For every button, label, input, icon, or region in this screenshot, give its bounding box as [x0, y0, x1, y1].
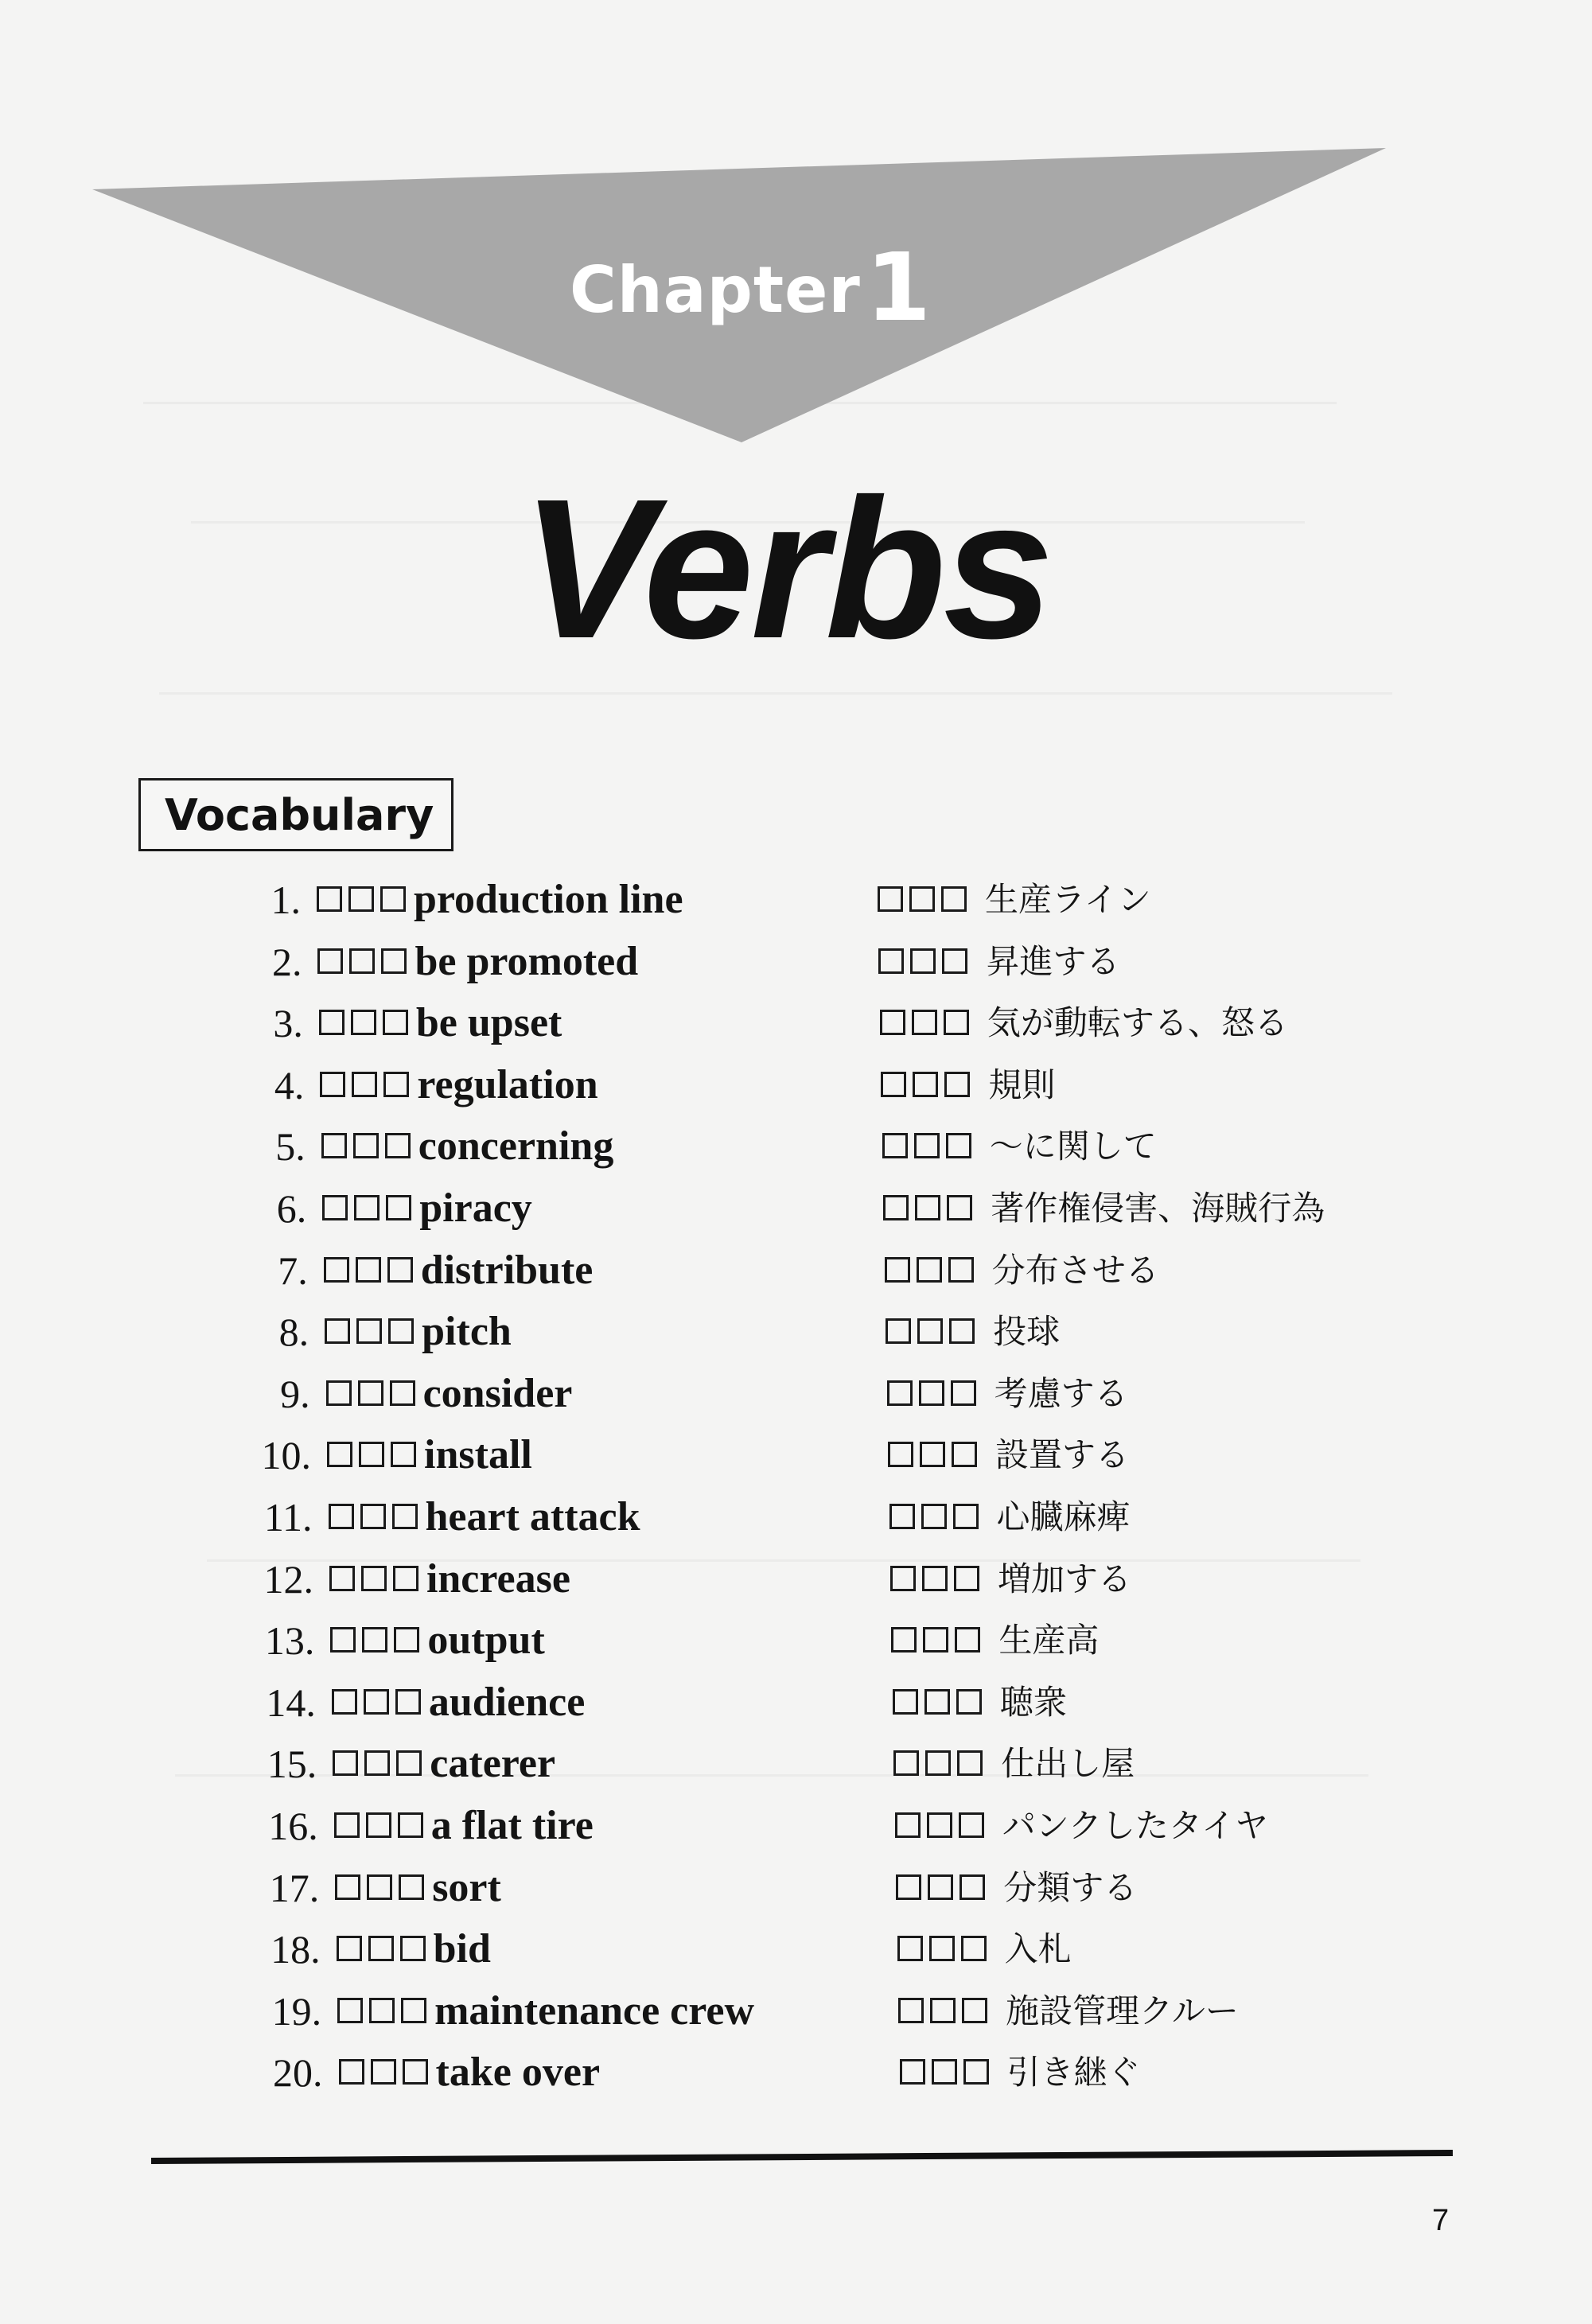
checkbox[interactable]	[364, 1689, 389, 1715]
checkbox[interactable]	[888, 1442, 913, 1467]
checkbox[interactable]	[880, 1010, 905, 1035]
checkbox[interactable]	[387, 1257, 413, 1283]
japanese-checkbox-group	[900, 2059, 989, 2088]
vocabulary-row	[217, 995, 1570, 1051]
japanese-checkbox-group	[878, 948, 967, 977]
checkbox[interactable]	[386, 1195, 411, 1220]
english-checkbox-group	[329, 1504, 418, 1532]
checkbox[interactable]	[932, 2059, 957, 2085]
checkbox[interactable]	[917, 1257, 942, 1283]
english-term: concerning	[418, 1123, 614, 1170]
vocabulary-row	[216, 934, 1568, 990]
checkbox[interactable]	[348, 886, 374, 912]
checkbox[interactable]	[334, 1812, 360, 1838]
checkbox[interactable]	[381, 948, 407, 974]
chapter-title: Verbs	[521, 457, 1051, 679]
checkbox[interactable]	[944, 1072, 970, 1097]
checkbox[interactable]	[380, 886, 406, 912]
english-checkbox-group	[326, 1380, 415, 1409]
checkbox[interactable]	[886, 1318, 911, 1344]
checkbox[interactable]	[392, 1504, 418, 1529]
checkbox[interactable]	[369, 1998, 395, 2023]
english-term: maintenance crew	[434, 1987, 755, 2034]
english-term: be upset	[415, 1000, 562, 1046]
japanese-meaning: 入札	[1004, 1929, 1072, 1969]
english-term: piracy	[419, 1185, 532, 1231]
english-checkbox-group	[320, 1072, 409, 1100]
checkbox[interactable]	[920, 1442, 945, 1467]
vocabulary-row	[228, 1613, 1581, 1668]
japanese-meaning: 心臓麻痺	[996, 1497, 1131, 1536]
english-checkbox-group	[319, 1010, 408, 1038]
japanese-meaning: 設置する	[995, 1435, 1130, 1475]
checkbox[interactable]	[321, 1133, 347, 1158]
checkbox[interactable]	[324, 1257, 349, 1283]
japanese-checkbox-group	[882, 1133, 971, 1162]
checkbox[interactable]	[961, 1936, 987, 1961]
vocabulary-heading: Vocabulary	[165, 790, 434, 840]
checkbox[interactable]	[949, 1318, 975, 1344]
checkbox[interactable]	[942, 948, 967, 974]
checkbox[interactable]	[354, 1195, 380, 1220]
checkbox[interactable]	[921, 1504, 947, 1529]
checkbox[interactable]	[915, 1195, 940, 1220]
chapter-label: Chapter	[570, 253, 861, 327]
item-number: 19.	[271, 1988, 322, 2034]
japanese-meaning: ～に関して	[989, 1127, 1157, 1166]
checkbox[interactable]	[359, 1442, 384, 1467]
japanese-meaning: 聴衆	[999, 1682, 1067, 1722]
checkbox[interactable]	[339, 2059, 364, 2085]
japanese-meaning: 仕出し屋	[1001, 1744, 1135, 1784]
checkbox[interactable]	[333, 1750, 358, 1776]
checkbox[interactable]	[394, 1627, 419, 1652]
item-number: 6.	[276, 1186, 307, 1231]
checkbox[interactable]	[320, 1072, 345, 1097]
japanese-checkbox-group	[896, 1874, 985, 1903]
japanese-checkbox-group	[897, 1936, 987, 1964]
checkbox[interactable]	[367, 1874, 392, 1900]
item-number: 12.	[263, 1556, 313, 1602]
checkbox[interactable]	[351, 1010, 376, 1035]
item-number: 11.	[263, 1495, 313, 1540]
vocabulary-row	[222, 1243, 1574, 1298]
checkbox[interactable]	[329, 1504, 354, 1529]
item-number: 8.	[278, 1310, 309, 1355]
checkbox[interactable]	[881, 1072, 906, 1097]
checkbox[interactable]	[330, 1627, 356, 1652]
english-term: pitch	[422, 1309, 512, 1355]
japanese-meaning: 引き継ぐ	[1006, 2053, 1141, 2092]
checkbox[interactable]	[322, 1195, 348, 1220]
checkbox[interactable]	[952, 1442, 977, 1467]
bottom-rule	[151, 2150, 1453, 2164]
checkbox[interactable]	[360, 1504, 386, 1529]
japanese-meaning: 著作権侵害、海賊行為	[991, 1189, 1325, 1228]
japanese-checkbox-group	[890, 1566, 979, 1594]
english-term: caterer	[430, 1741, 556, 1787]
english-checkbox-group	[329, 1566, 418, 1594]
checkbox[interactable]	[962, 1998, 987, 2023]
english-term: regulation	[417, 1061, 598, 1108]
checkbox[interactable]	[895, 1812, 921, 1838]
item-number: 14.	[266, 1680, 316, 1725]
checkbox[interactable]	[337, 1998, 363, 2023]
checkbox[interactable]	[356, 1318, 382, 1344]
checkbox[interactable]	[368, 1936, 394, 1961]
checkbox[interactable]	[887, 1380, 913, 1406]
checkbox[interactable]	[352, 1072, 377, 1097]
vocabulary-row	[215, 872, 1567, 928]
checkbox[interactable]	[385, 1133, 411, 1158]
japanese-meaning: 考慮する	[994, 1373, 1128, 1413]
english-checkbox-group	[337, 1998, 426, 2026]
item-number: 4.	[274, 1062, 305, 1108]
checkbox[interactable]	[383, 1010, 408, 1035]
japanese-checkbox-group	[891, 1627, 980, 1656]
checkbox[interactable]	[951, 1380, 976, 1406]
vocabulary-heading-box	[138, 778, 453, 851]
checkbox[interactable]	[893, 1689, 918, 1715]
english-checkbox-group	[339, 2059, 428, 2088]
checkbox[interactable]	[929, 1936, 955, 1961]
checkbox[interactable]	[371, 2059, 396, 2085]
japanese-meaning: 昇進する	[986, 941, 1120, 981]
checkbox[interactable]	[883, 1195, 909, 1220]
vocabulary-row	[225, 1427, 1578, 1483]
vocabulary-row	[228, 1551, 1580, 1607]
checkbox[interactable]	[944, 1010, 969, 1035]
japanese-checkbox-group	[886, 1318, 975, 1347]
english-term: consider	[422, 1370, 573, 1416]
english-term: audience	[428, 1679, 586, 1725]
japanese-meaning: 気が動転する、怒る	[987, 1003, 1288, 1043]
checkbox[interactable]	[361, 1566, 387, 1591]
japanese-meaning: 生産ライン	[985, 880, 1151, 919]
chapter-number: 1	[866, 232, 932, 342]
item-number: 17.	[269, 1865, 320, 1910]
checkbox[interactable]	[954, 1566, 979, 1591]
item-number: 15.	[267, 1742, 317, 1787]
checkbox[interactable]	[909, 886, 935, 912]
english-term: a flat tire	[430, 1803, 594, 1848]
checkbox[interactable]	[891, 1627, 917, 1652]
checkbox[interactable]	[930, 1998, 956, 2023]
vocabulary-row	[232, 1798, 1585, 1854]
checkbox[interactable]	[928, 1874, 953, 1900]
item-number: 7.	[278, 1248, 308, 1293]
japanese-checkbox-group	[883, 1195, 972, 1224]
english-term: output	[427, 1617, 545, 1664]
japanese-checkbox-group	[880, 1010, 969, 1038]
japanese-meaning: パンクしたタイヤ	[1002, 1806, 1269, 1845]
vocabulary-row	[220, 1181, 1573, 1236]
checkbox[interactable]	[925, 1750, 951, 1776]
checkbox[interactable]	[889, 1504, 915, 1529]
checkbox[interactable]	[941, 886, 967, 912]
checkbox[interactable]	[388, 1318, 414, 1344]
checkbox[interactable]	[364, 1750, 390, 1776]
checkbox[interactable]	[349, 948, 375, 974]
japanese-meaning: 分類する	[1003, 1867, 1138, 1907]
checkbox[interactable]	[395, 1689, 421, 1715]
checkbox[interactable]	[910, 948, 936, 974]
checkbox[interactable]	[362, 1627, 387, 1652]
english-checkbox-group	[333, 1750, 422, 1779]
vocabulary-row	[218, 1057, 1571, 1113]
checkbox[interactable]	[358, 1380, 383, 1406]
english-checkbox-group	[330, 1627, 419, 1656]
vocabulary-row	[235, 1921, 1587, 1977]
item-number: 1.	[271, 878, 301, 922]
item-number: 13.	[264, 1618, 315, 1664]
checkbox[interactable]	[356, 1257, 381, 1283]
japanese-meaning: 増加する	[997, 1559, 1131, 1598]
vocabulary-row	[230, 1675, 1582, 1730]
item-number: 9.	[280, 1371, 310, 1416]
english-checkbox-group	[335, 1874, 424, 1903]
checkbox[interactable]	[317, 948, 343, 974]
checkbox[interactable]	[953, 1504, 979, 1529]
english-term: production line	[414, 877, 683, 922]
checkbox[interactable]	[917, 1318, 943, 1344]
checkbox[interactable]	[366, 1812, 391, 1838]
checkbox[interactable]	[927, 1812, 952, 1838]
checkbox[interactable]	[399, 1874, 424, 1900]
checkbox[interactable]	[913, 1072, 938, 1097]
checkbox[interactable]	[963, 2059, 989, 2085]
japanese-checkbox-group	[893, 1750, 983, 1779]
checkbox[interactable]	[924, 1689, 950, 1715]
japanese-meaning: 分布させる	[991, 1250, 1159, 1290]
japanese-checkbox-group	[893, 1689, 982, 1718]
item-number: 18.	[271, 1927, 321, 1972]
japanese-checkbox-group	[885, 1257, 974, 1286]
japanese-meaning: 施設管理クルー	[1006, 1991, 1239, 2030]
item-number: 20.	[273, 2050, 323, 2096]
checkbox[interactable]	[896, 1874, 921, 1900]
english-term: take over	[435, 2050, 601, 2096]
english-term: sort	[432, 1864, 501, 1910]
vocabulary-row	[223, 1304, 1575, 1360]
english-term: install	[424, 1432, 532, 1478]
checkbox[interactable]	[919, 1380, 944, 1406]
checkbox[interactable]	[398, 1812, 423, 1838]
checkbox[interactable]	[391, 1442, 416, 1467]
checkbox[interactable]	[959, 1812, 984, 1838]
checkbox[interactable]	[885, 1257, 910, 1283]
item-number: 5.	[275, 1124, 306, 1170]
english-checkbox-group	[317, 886, 406, 915]
english-checkbox-group	[332, 1689, 421, 1718]
checkbox[interactable]	[898, 1998, 924, 2023]
checkbox[interactable]	[957, 1750, 983, 1776]
checkbox[interactable]	[897, 1936, 923, 1961]
japanese-meaning: 規則	[988, 1065, 1056, 1104]
checkbox[interactable]	[947, 1195, 972, 1220]
checkbox[interactable]	[923, 1627, 948, 1652]
checkbox[interactable]	[403, 2059, 428, 2085]
english-checkbox-group	[334, 1812, 423, 1841]
english-term: bid	[433, 1926, 491, 1972]
checkbox[interactable]	[914, 1133, 940, 1158]
checkbox[interactable]	[327, 1442, 352, 1467]
japanese-checkbox-group	[878, 886, 967, 915]
checkbox[interactable]	[946, 1133, 971, 1158]
vocabulary-row	[235, 1983, 1588, 2039]
page-number: 7	[1432, 2204, 1450, 2237]
checkbox[interactable]	[878, 886, 903, 912]
item-number: 10.	[261, 1433, 312, 1478]
checkbox[interactable]	[390, 1380, 415, 1406]
english-checkbox-group	[324, 1257, 413, 1286]
english-term: heart attack	[425, 1494, 640, 1540]
vocabulary-row	[231, 1736, 1583, 1792]
english-checkbox-group	[322, 1195, 411, 1224]
english-term: distribute	[420, 1247, 594, 1293]
japanese-checkbox-group	[898, 1998, 987, 2026]
checkbox[interactable]	[400, 1936, 426, 1961]
checkbox[interactable]	[959, 1874, 985, 1900]
checkbox[interactable]	[325, 1318, 350, 1344]
show-through-line	[159, 692, 1392, 695]
japanese-checkbox-group	[889, 1504, 979, 1532]
english-term: increase	[426, 1555, 570, 1602]
english-checkbox-group	[337, 1936, 426, 1964]
checkbox[interactable]	[912, 1010, 937, 1035]
checkbox[interactable]	[332, 1689, 357, 1715]
japanese-checkbox-group	[881, 1072, 970, 1100]
checkbox[interactable]	[922, 1566, 948, 1591]
checkbox[interactable]	[396, 1750, 422, 1776]
item-number: 3.	[273, 1001, 303, 1046]
checkbox[interactable]	[948, 1257, 974, 1283]
japanese-meaning: 投球	[993, 1312, 1061, 1352]
english-term: be promoted	[415, 938, 639, 984]
checkbox[interactable]	[353, 1133, 379, 1158]
checkbox[interactable]	[319, 1010, 344, 1035]
japanese-meaning: 生産高	[998, 1621, 1100, 1660]
checkbox[interactable]	[900, 2059, 925, 2085]
japanese-checkbox-group	[888, 1442, 977, 1470]
checkbox[interactable]	[401, 1998, 426, 2023]
checkbox[interactable]	[337, 1936, 362, 1961]
japanese-checkbox-group	[887, 1380, 976, 1409]
checkbox[interactable]	[393, 1566, 418, 1591]
vocabulary-row	[224, 1366, 1577, 1422]
checkbox[interactable]	[326, 1380, 352, 1406]
english-checkbox-group	[321, 1133, 411, 1162]
checkbox[interactable]	[329, 1566, 355, 1591]
vocabulary-row	[237, 2045, 1590, 2100]
checkbox[interactable]	[882, 1133, 908, 1158]
checkbox[interactable]	[893, 1750, 919, 1776]
checkbox[interactable]	[335, 1874, 360, 1900]
item-number: 2.	[271, 939, 302, 984]
checkbox[interactable]	[383, 1072, 409, 1097]
vocabulary-row	[220, 1119, 1572, 1174]
vocabulary-row	[227, 1489, 1579, 1545]
item-number: 16.	[268, 1804, 318, 1848]
checkbox[interactable]	[956, 1689, 982, 1715]
checkbox[interactable]	[955, 1627, 980, 1652]
checkbox[interactable]	[317, 886, 342, 912]
english-checkbox-group	[317, 948, 407, 977]
checkbox[interactable]	[890, 1566, 916, 1591]
english-checkbox-group	[325, 1318, 414, 1347]
japanese-checkbox-group	[895, 1812, 984, 1841]
english-checkbox-group	[327, 1442, 416, 1470]
checkbox[interactable]	[878, 948, 904, 974]
chapter-banner	[0, 0, 1592, 477]
vocabulary-row	[233, 1860, 1586, 1916]
